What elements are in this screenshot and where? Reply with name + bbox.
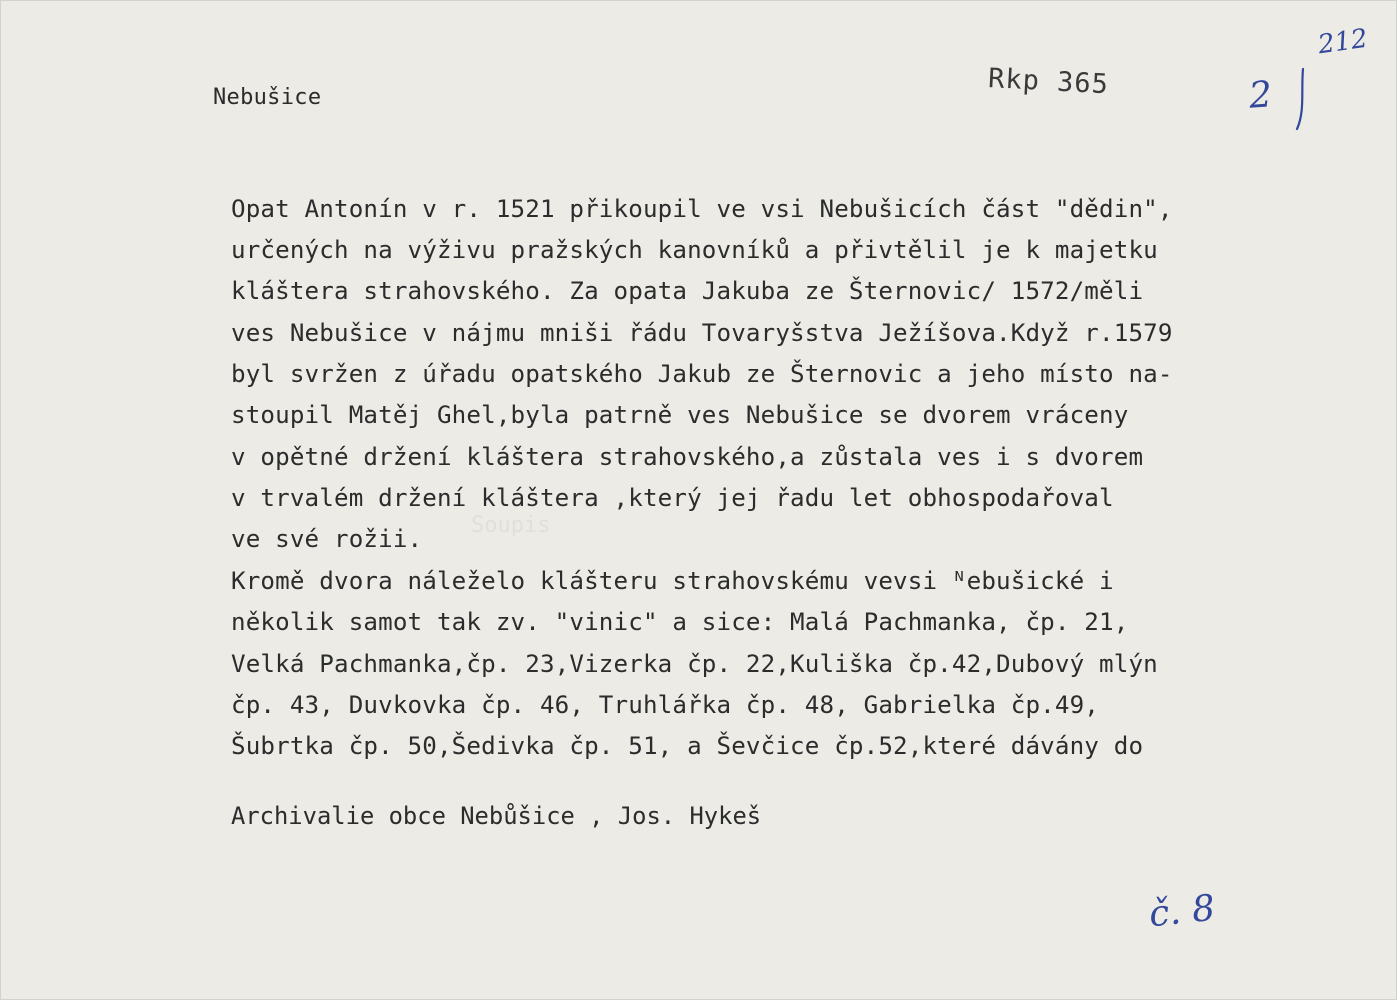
body-line: Kromě dvora náleželo klášteru strahovskému vevsi ᴺebušické i — [231, 567, 1114, 595]
shelfmark-stamp: Rkp 365 — [987, 63, 1110, 101]
handwritten-item-number: č. 8 — [1147, 887, 1217, 936]
body-line: stoupil Matěj Ghel,byla patrně ves Nebušice se dvorem vráceny — [231, 401, 1129, 429]
body-line: několik samot tak zv. "vinic" a sice: Malá Pachmanka, čp. 21, — [231, 608, 1129, 636]
body-line: ve své rožii. — [231, 525, 423, 553]
handwritten-bracket-stroke — [1281, 61, 1321, 141]
body-line: byl svržen z úřadu opatského Jakub ze Šternovic a jeho místo na- — [231, 360, 1173, 388]
body-line: Opat Antonín v r. 1521 přikoupil ve vsi Nebušicích část "dědin", — [231, 195, 1173, 223]
body-line: v trvalém držení kláštera ,který jej řadu let obhospodařoval — [231, 484, 1114, 512]
body-line: ves Nebušice v nájmu mniši řádu Tovaryšstva Ježíšova.Když r.1579 — [231, 319, 1173, 347]
body-line: kláštera strahovského. Za opata Jakuba ze Šternovic/ 1572/měli — [231, 277, 1144, 305]
handwritten-folio-number: 2 — [1247, 74, 1274, 117]
body-line: Velká Pachmanka,čp. 23,Vizerka čp. 22,Kuliška čp.42,Dubový mlýn — [231, 650, 1158, 678]
bleed-through-text: Soupis — [471, 513, 551, 538]
body-line: v opětné držení kláštera strahovského,a zůstala ves i s dvorem — [231, 443, 1144, 471]
handwritten-page-number: 212 — [1316, 23, 1370, 61]
body-line: určených na výživu pražských kanovníků a přivtělil je k majetku — [231, 236, 1158, 264]
body-line: čp. 43, Duvkovka čp. 46, Truhlářka čp. 48, Gabrielka čp.49, — [231, 691, 1100, 719]
card-heading: Nebušice — [213, 85, 322, 110]
body-line: Šubrtka čp. 50,Šedivka čp. 51, a Ševčice čp.52,které dávány do — [231, 732, 1144, 760]
source-citation: Archivalie obce Nebůšice , Jos. Hykeš — [231, 802, 762, 830]
